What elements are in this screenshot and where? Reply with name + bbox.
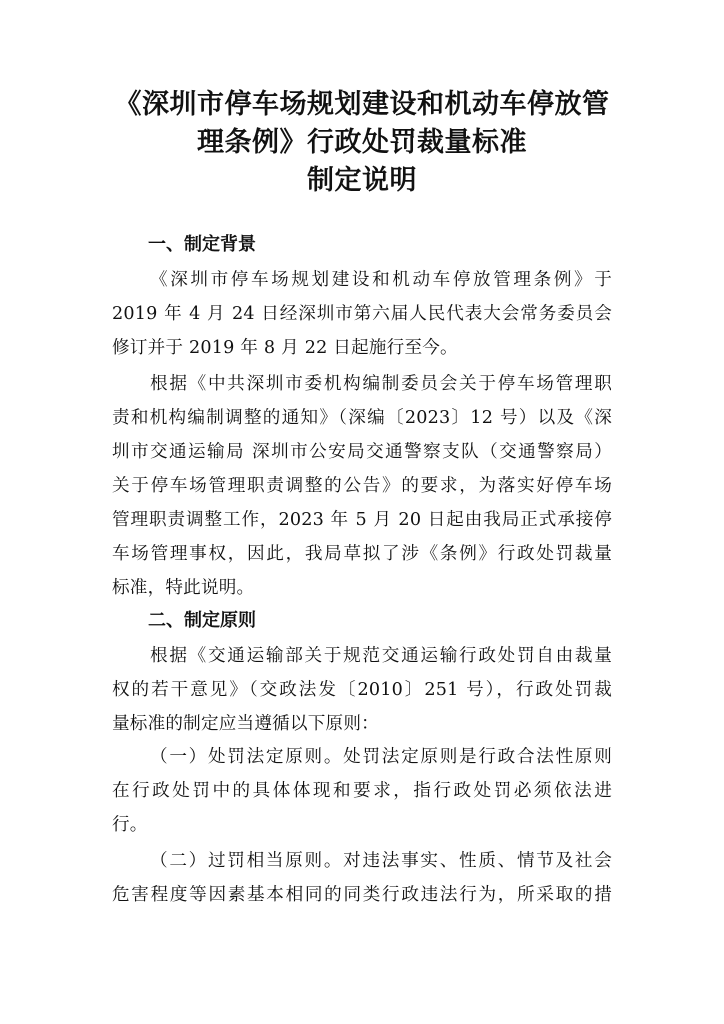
para2-line: 关于停车场管理职责调整的公告》的要求，为落实好停车场: [112, 476, 612, 496]
para2-line: 管理职责调整工作，2023 年 5 月 20 日起由我局正式承接停: [112, 510, 612, 530]
section-heading-background: 一、制定背景: [148, 234, 256, 255]
para5-line: （二）过罚相当原则。对违法事实、性质、情节及社会: [150, 851, 612, 871]
section-heading-principles: 二、制定原则: [148, 610, 256, 631]
para1-line: 2019 年 4 月 24 日经深圳市第六届人民代表大会常务委员会: [112, 304, 612, 324]
para4-line: 行。: [112, 815, 148, 835]
para3-line: 根据《交通运输部关于规范交通运输行政处罚自由裁量: [150, 646, 612, 666]
document-title: [60, 86, 664, 200]
para4-line: 在行政处罚中的具体体现和要求，指行政处罚必须依法进: [112, 781, 612, 801]
para1-line: 修订并于 2019 年 8 月 22 日起施行至今。: [112, 338, 458, 358]
para2-line: 圳市交通运输局 深圳市公安局交通警察支队（交通警察局）: [112, 442, 612, 462]
title-line: 《深圳市停车场规划建设和机动车停放管: [114, 89, 610, 120]
para5-line: 危害程度等因素基本相同的同类行政违法行为，所采取的措: [112, 885, 612, 905]
para3-line: 权的若干意见》（交政法发〔2010〕251 号），行政处罚裁: [112, 680, 612, 700]
title-line: 制定说明: [307, 165, 417, 196]
para3-line: 量标准的制定应当遵循以下原则：: [112, 714, 379, 734]
para2-line: 车场管理事权，因此，我局草拟了涉《条例》行政处罚裁量: [112, 544, 612, 564]
para1-line: 《深圳市停车场规划建设和机动车停放管理条例》于: [150, 270, 612, 290]
title-line: 理条例》行政处罚裁量标准: [197, 127, 527, 158]
para2-line: 标准，特此说明。: [112, 578, 255, 598]
para2-line: 根据《中共深圳市委机构编制委员会关于停车场管理职: [150, 374, 612, 394]
para2-line: 责和机构编制调整的通知》（深编〔2023〕12 号）以及《深: [112, 408, 612, 428]
para4-line: （一）处罚法定原则。处罚法定原则是行政合法性原则: [150, 747, 612, 767]
